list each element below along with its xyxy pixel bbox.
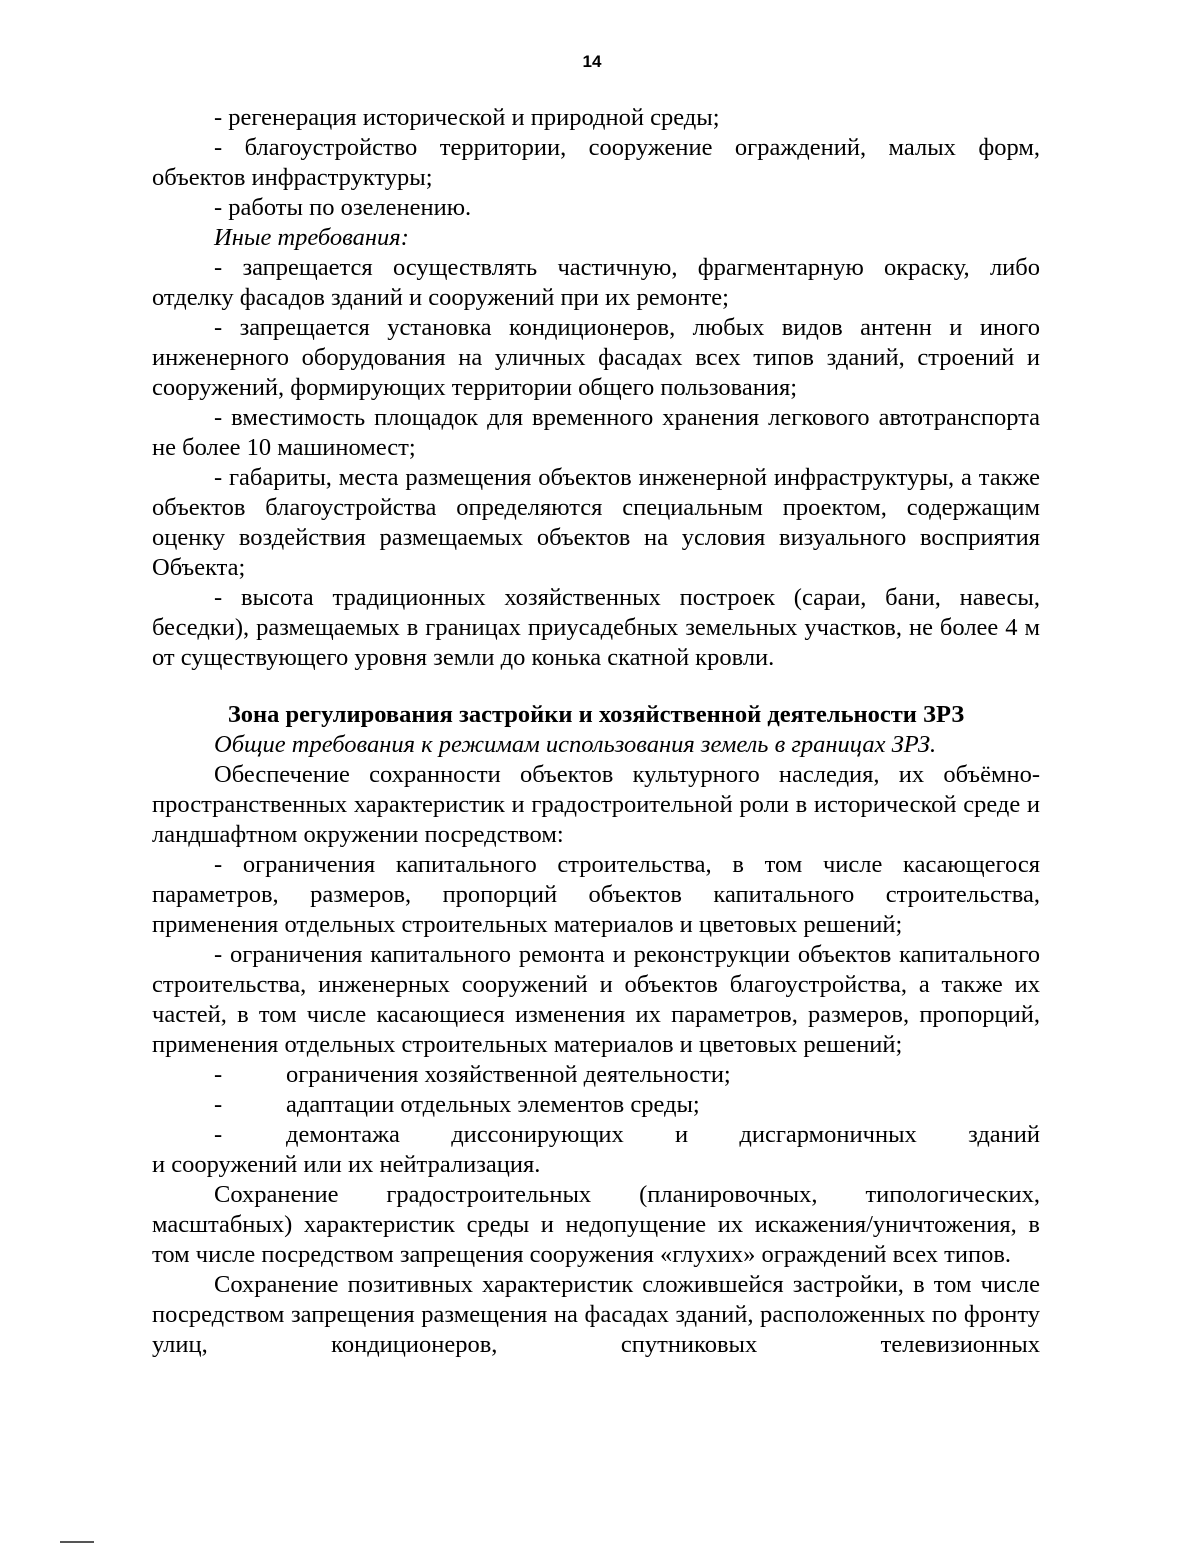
paragraph: - регенерация исторической и природной среды; <box>214 104 720 131</box>
paragraph: - ограничения капитального ремонта и реконструкции объектов капитального строительства, инженерных сооружений и объектов благоустройства, а также их частей, в том числе касающиеся изменения их параметров, размеров, пропорций, применения отдельных строительных материалов и цветовых решений; <box>152 941 1040 1058</box>
other-requirements-heading: Иные требования: <box>214 224 409 251</box>
list-dash: - <box>214 1121 223 1148</box>
list-item <box>152 1060 1040 1090</box>
section-subheading: Общие требования к режимам использования земель в границах ЗРЗ. <box>214 731 937 758</box>
list-dash: - <box>214 1091 223 1118</box>
list-item <box>152 1090 1040 1120</box>
section-heading: Зона регулирования застройки и хозяйственной деятельности ЗРЗ <box>227 701 965 728</box>
paragraph: - работы по озеленению. <box>214 194 472 221</box>
list-item-text: адаптации отдельных элементов среды; <box>286 1091 700 1118</box>
paragraph: - вместимость площадок для временного хранения легкового автотранспорта не более 10 машиномест; <box>152 404 1040 461</box>
list-item-text: ограничения хозяйственной деятельности; <box>286 1061 731 1088</box>
paragraph: Сохранение позитивных характеристик сложившейся застройки, в том числе посредством запрещения размещения на фасадах зданий, расположенных по фронту улиц, кондиционеров, спутниковых телевизионных <box>152 1271 1040 1358</box>
section-spacer <box>152 673 1040 700</box>
paragraph: Обеспечение сохранности объектов культурного наследия, их объёмно-пространственных характеристик и градостроительной роли в исторической среде и ландшафтном окружении посредством: <box>152 761 1040 848</box>
paragraph: - запрещается осуществлять частичную, фрагментарную окраску, либо отделку фасадов зданий и сооружений при их ремонте; <box>152 254 1040 311</box>
paragraph: - благоустройство территории, сооружение ограждений, малых форм, объектов инфраструктуры; <box>152 134 1040 191</box>
paragraph: - габариты, места размещения объектов инженерной инфраструктуры, а также объектов благоустройства определяются специальным проектом, содержащим оценку воздействия размещаемых объектов на условия визуального восприятия Объекта; <box>152 464 1040 581</box>
paragraph: - запрещается установка кондиционеров, любых видов антенн и иного инженерного оборудования на уличных фасадах всех типов зданий, строений и сооружений, формирующих территории общего пользования; <box>152 314 1040 401</box>
paragraph: - высота традиционных хозяйственных построек (сараи, бани, навесы, беседки), размещаемых в границах приусадебных земельных участков, не более 4 м от существующего уровня земли до конька скатной кровли. <box>152 584 1040 671</box>
list-dash: - <box>214 1061 223 1088</box>
list-item-continuation: и сооружений или их нейтрализация. <box>152 1151 541 1178</box>
page-content <box>152 103 1040 1360</box>
paragraph: Сохранение градостроительных (планировочных, типологических, масштабных) характеристик среды и недопущение их искажения/уничтожения, в том числе посредством запрещения сооружения «глухих» ограждений всех типов. <box>152 1181 1040 1268</box>
list-item-text: демонтажа диссонирующих и дисгармоничных зданий <box>286 1121 1040 1148</box>
page-number: 14 <box>582 52 602 71</box>
paragraph: - ограничения капитального строительства, в том числе касающегося параметров, размеров, пропорций объектов капитального строительства, применения отдельных строительных материалов и цветовых решений; <box>152 851 1040 938</box>
list-item <box>152 1120 1040 1150</box>
scan-edge-mark <box>60 1541 94 1543</box>
